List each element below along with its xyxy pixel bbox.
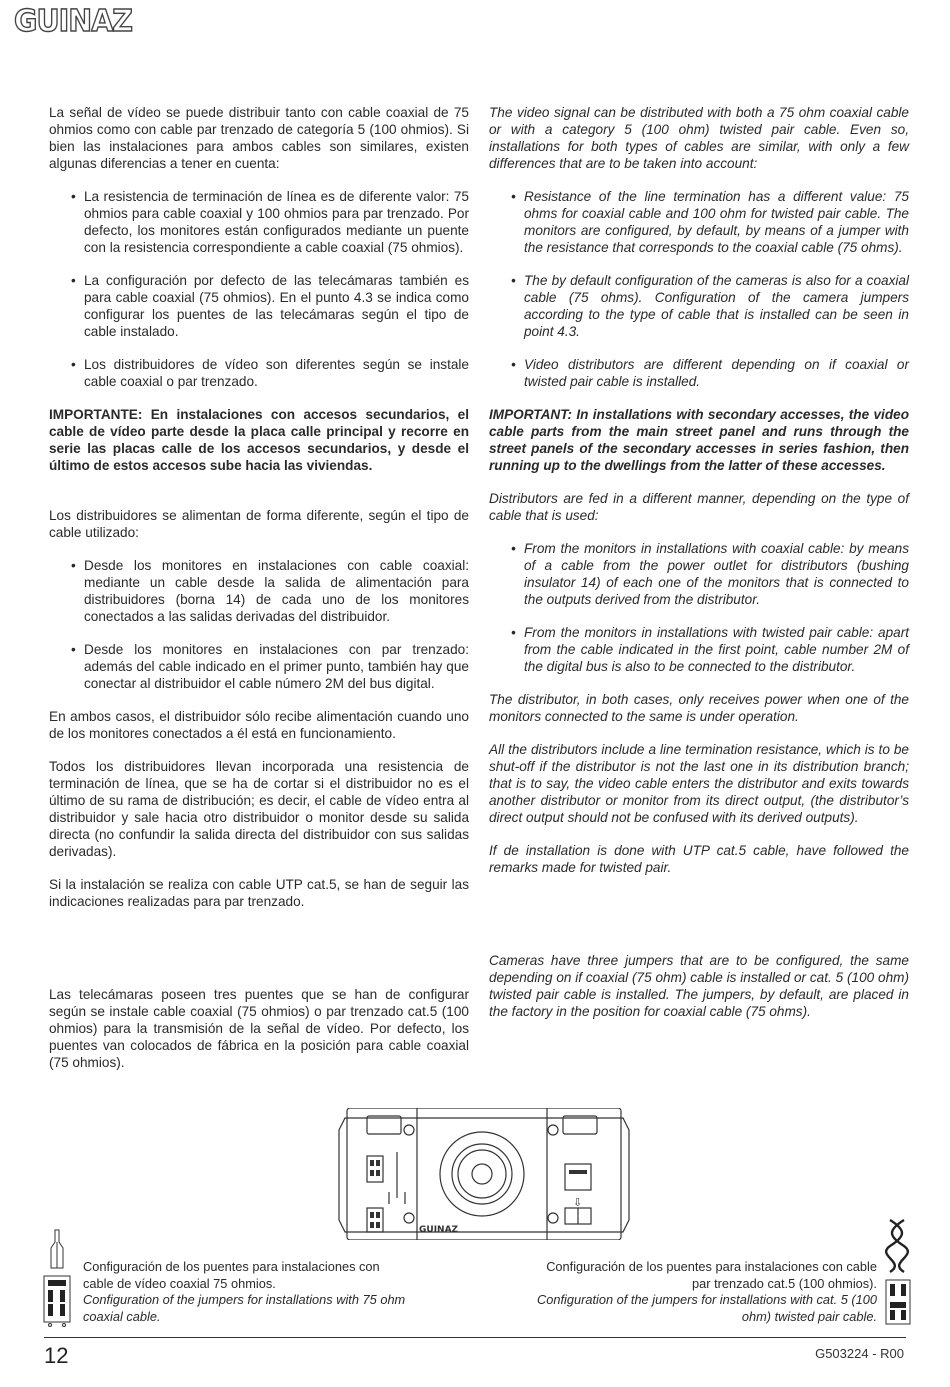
brand-logo: GUINAZ <box>14 4 133 39</box>
paragraph: En ambos casos, el distribuidor sólo recibe alimentación cuando uno de los monitores conectados a él está en funcionamiento. <box>49 709 469 741</box>
arrow-down-icon: ⇩ <box>573 1196 583 1209</box>
paragraph: Todos los distribuidores llevan incorporada una resistencia de terminación de línea, que se ha de cortar si el distribuidor no es el último de su rama de distribución; es decir, el cable de vídeo entra al distribuidor y sale hacia otro distribuidor o monitor desde su salida directa (no confundir la salida directa del distribuidor con sus salidas derivadas). <box>49 759 469 859</box>
list-item: • Video distributors are different depending on if coaxial or twisted pair cable is installed. <box>511 357 909 389</box>
list-item: • La configuración por defecto de las telecámaras también es para cable coaxial (75 ohmios). En el punto 4.3 se indica como configurar los puentes de las telecámaras según el tipo de cable instalado. <box>71 273 469 339</box>
paragraph: La señal de vídeo se puede distribuir tanto con cable coaxial de 75 ohmios como con cable par trenzado de categoría 5 (100 ohmios). Si bien las instalaciones para ambos cables son similares, existen algunas diferencias a tener en cuenta: <box>49 105 469 171</box>
document-code: G503224 - R00 <box>815 1346 904 1361</box>
paragraph: All the distributors include a line termination resistance, which is to be shut-off if the distributor is not the last one in its distribution branch; that is to say, the video cable enters the distributor and exits towards another distributor or monitor from its direct output, (the distributor’s direct output should not be confused with its derived outputs). <box>489 742 909 825</box>
paragraph: Los distribuidores se alimentan de forma diferente, según el tipo de cable utilizado: <box>49 508 469 540</box>
caption-es: Configuración de los puentes para instalaciones con cable par trenzado cat.5 (100 ohmios). <box>546 1259 877 1291</box>
paragraph: Si la instalación se realiza con cable UTP cat.5, se han de seguir las indicaciones realizadas para par trenzado. <box>49 877 469 909</box>
list-item: • The by default configuration of the cameras is also for a coaxial cable (75 ohms). Configuration of the camera jumpers according to the type of cable that is installed can be seen in point 4.3. <box>511 273 909 339</box>
spanish-column <box>49 104 469 1087</box>
paragraph: Cameras have three jumpers that are to be configured, the same depending on if coaxial (75 ohm) cable is installed or cat. 5 (100 ohm) twisted pair cable is installed. The jumpers, by default, are placed in the factory in the position for coaxial cable (75 ohms). <box>489 953 909 1019</box>
list-item: • From the monitors in installations with twisted pair cable: apart from the cable indicated in the first point, cable number 2M of the digital bus is also to be connected to the distributor. <box>511 625 909 674</box>
english-column <box>489 104 909 1036</box>
important-note: IMPORTANTE: En instalaciones con accesos secundarios, el cable de vídeo parte desde la placa calle principal y recorre en serie las placas calle de los accesos secundarios, y desde el último de estos accesos sube hacia las viviendas. <box>49 407 469 473</box>
coaxial-jumper-icon <box>40 1228 74 1328</box>
paragraph: Distributors are fed in a different manner, depending on the type of cable that is used: <box>489 491 909 523</box>
list-item: • Resistance of the line termination has a different value: 75 ohms for coaxial cable and 100 ohm for twisted pair cable. The monitors are configured, by default, by means of a jumper with the resistance that corresponds to the coaxial cable (75 ohms). <box>511 189 909 255</box>
list-item: • From the monitors in installations with coaxial cable: by means of a cable from the power outlet for distributors (bushing insulator 14) of each one of the monitors that is connected to the outputs derived from the distributor. <box>511 541 909 607</box>
caption-es: Configuración de los puentes para instalaciones con cable de vídeo coaxial 75 ohmios. <box>83 1259 380 1291</box>
important-note: IMPORTANT: In installations with secondary accesses, the video cable parts from the main street panel and runs through the street panels of the secondary accesses in series fashion, then running up to the dwellings from the latter of these accesses. <box>489 407 909 473</box>
paragraph: If de installation is done with UTP cat.5 cable, have followed the remarks made for twisted pair. <box>489 843 909 875</box>
list-item: • Los distribuidores de vídeo son diferentes según se instale cable coaxial o par trenzado. <box>71 357 469 389</box>
caption-en: Configuration of the jumpers for installations with cat. 5 (100 ohm) twisted pair cable. <box>536 1292 877 1324</box>
paragraph: The video signal can be distributed with both a 75 ohm coaxial cable or with a category 5 (100 ohm) twisted pair cable. Even so, installations for both types of cables are similar, with only a few differences that are to be taken into account: <box>489 105 909 171</box>
figure-brand: GUINAZ <box>419 1225 459 1235</box>
caption-en: Configuration of the jumpers for installations with 75 ohm coaxial cable. <box>83 1292 406 1324</box>
list-item: • Desde los monitores en instalaciones con par trenzado: además del cable indicado en el primer punto, también hay que conectar al distribuidor el cable número 2M del bus digital. <box>71 642 469 691</box>
camera-module-diagram <box>337 1108 631 1240</box>
page-number: 12 <box>44 1343 69 1368</box>
caption-coaxial <box>83 1259 413 1325</box>
list-item: • Desde los monitores en instalaciones con cable coaxial: mediante un cable desde la salida de alimentación para distribuidores (borna 14) de cada uno de los monitores conectados a las salidas derivadas del distribuidor. <box>71 558 469 624</box>
twisted-pair-jumper-icon <box>880 1218 916 1328</box>
paragraph: The distributor, in both cases, only receives power when one of the monitors connected to the same is under operation. <box>489 692 909 724</box>
caption-twisted-pair <box>525 1259 877 1325</box>
paragraph: Las telecámaras poseen tres puentes que se han de configurar según se instale cable coaxial (75 ohmios) o par trenzado cat.5 (100 ohmios) para la transmisión de la señal de vídeo. Por defecto, los puentes van colocados de fábrica en la posición para cable coaxial (75 ohmios). <box>49 987 469 1070</box>
footer-divider <box>44 1337 906 1338</box>
list-item: • La resistencia de terminación de línea es de diferente valor: 75 ohmios para cable coaxial y 100 ohmios para par trenzado. Por defecto, los monitores están configurados mediante un puente con la resistencia correspondiente a cable coaxial (75 ohmios). <box>71 189 469 255</box>
